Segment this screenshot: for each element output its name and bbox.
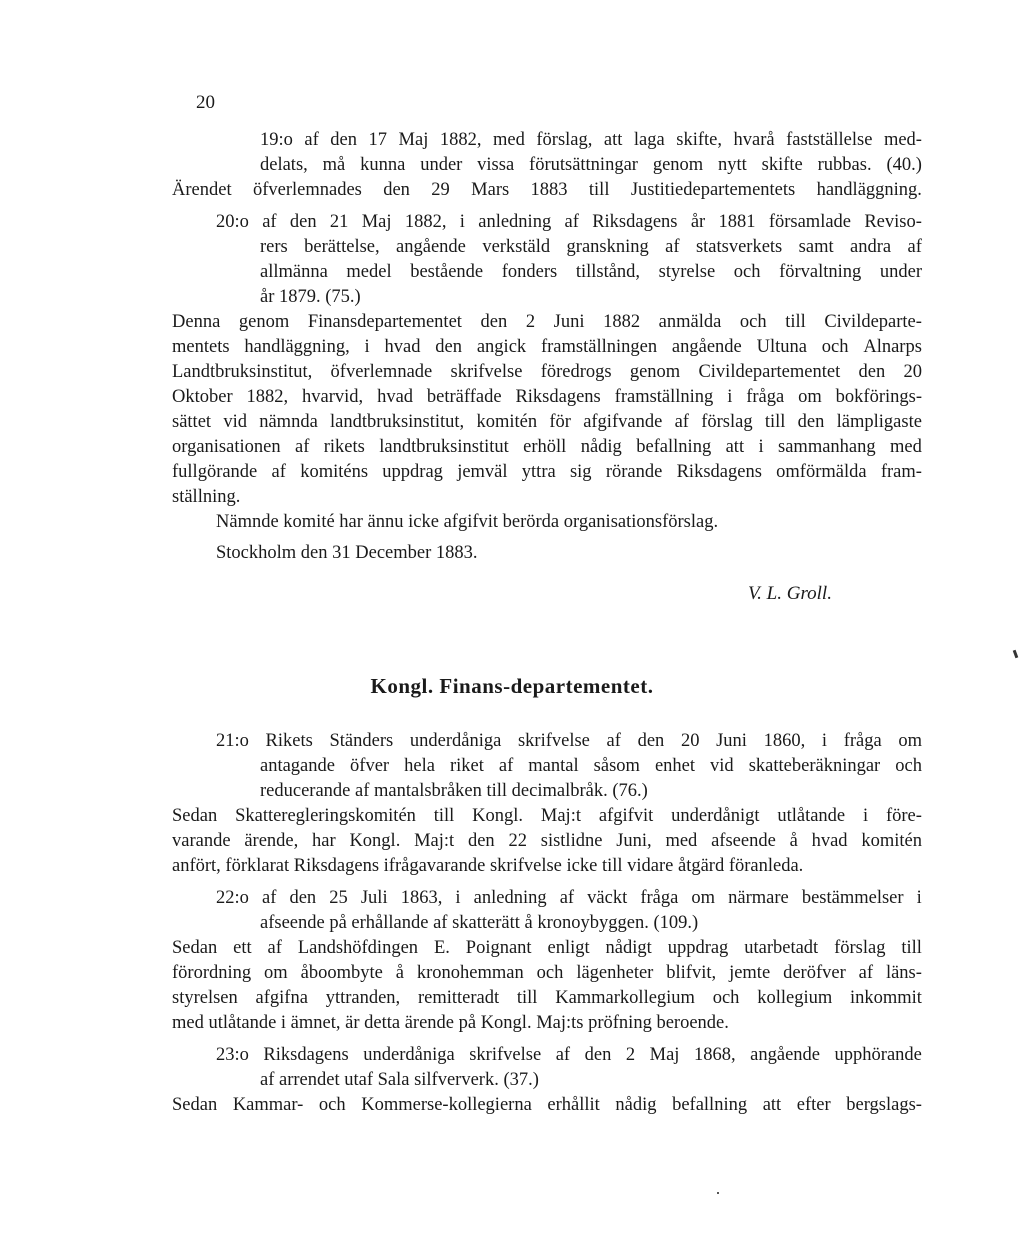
word: riket — [449, 756, 484, 776]
word: af — [858, 963, 874, 983]
word: öfverlemnades — [252, 180, 362, 200]
word: nådigt — [605, 938, 652, 958]
word: 1860, — [763, 731, 806, 751]
word: skatteberäkningar — [748, 756, 881, 776]
word: vissa — [477, 155, 515, 175]
word: anledning — [473, 888, 547, 908]
word: för — [549, 412, 571, 432]
text-line — [172, 310, 922, 334]
speck — [717, 1192, 719, 1194]
word: fråga — [843, 731, 882, 751]
word: vid — [710, 756, 734, 776]
dateline: Stockholm den 31 December 1883. — [216, 543, 478, 563]
word: och — [739, 312, 767, 332]
word: att — [725, 437, 745, 457]
word: förslag, — [536, 130, 593, 150]
word: och — [712, 988, 740, 1008]
word: 1882 — [603, 312, 641, 332]
word: kollegium — [757, 988, 833, 1008]
word: 1863, — [400, 888, 443, 908]
word: har — [312, 831, 336, 851]
word: sistlidne — [540, 831, 603, 851]
word: till — [764, 412, 786, 432]
word: 29 — [431, 180, 450, 200]
word: nämnda — [259, 412, 318, 432]
text-line — [260, 754, 922, 778]
text-line — [172, 435, 922, 459]
word: läns- — [885, 963, 922, 983]
text-line: afseende på erhållande af skatterätt å kronoybyggen. (109.) — [260, 913, 699, 933]
text-line: reducerande af mantalsbråken till decimalbråk. (76.) — [260, 781, 648, 801]
text-line — [172, 961, 922, 985]
word: hela — [404, 756, 435, 776]
word: utarbetadt — [744, 938, 819, 958]
word: Juli — [360, 888, 388, 908]
word: 1882, — [404, 212, 447, 232]
word: Riksdagens — [515, 387, 601, 407]
text-line — [172, 829, 922, 853]
word: och — [821, 337, 849, 357]
text-line — [172, 1093, 922, 1117]
word: å — [395, 963, 404, 983]
word: bestående — [410, 262, 484, 282]
word: hvad — [377, 387, 414, 407]
text-line — [172, 410, 922, 434]
text-line — [172, 178, 922, 202]
word: landtbruksinstitut — [379, 437, 509, 457]
word: Maj:t — [414, 831, 455, 851]
word: af — [261, 888, 277, 908]
word: andra — [850, 237, 892, 257]
word: väckt — [587, 888, 628, 908]
word: i — [916, 888, 922, 908]
word: Riksdagens — [263, 1045, 349, 1065]
word: skrifvelse — [450, 362, 523, 382]
word: Juni — [716, 731, 747, 751]
word: 2 — [625, 1045, 636, 1065]
word: underdåniga — [363, 1045, 455, 1065]
word: underdånigt — [671, 806, 760, 826]
word: afgifna — [255, 988, 308, 1008]
text-line — [172, 986, 922, 1010]
word: förslag — [834, 938, 886, 958]
word: den — [435, 337, 463, 357]
word: och — [318, 1095, 346, 1115]
word: Kongl. — [349, 831, 401, 851]
word: remitteradt — [417, 988, 500, 1008]
word: 17 — [368, 130, 388, 150]
word: Rikets — [265, 731, 313, 751]
word: Kammar- — [232, 1095, 304, 1115]
word: enhet — [654, 756, 696, 776]
text-line — [260, 153, 922, 177]
word: rers — [260, 237, 288, 257]
word: fonders — [501, 262, 558, 282]
word: den — [584, 1045, 612, 1065]
word: till — [901, 938, 922, 958]
text-line: med utlåtande i ämnet, är detta ärende på Kongl. Maj:ts pröfning beroende. — [172, 1013, 729, 1033]
word: sättet — [172, 412, 212, 432]
word: med- — [883, 130, 922, 150]
word: af — [267, 938, 282, 958]
word: handläggning. — [816, 180, 922, 200]
text-line: Nämnde komité har ännu icke afgifvit berörda organisationsförslag. — [216, 512, 719, 532]
word: 20 — [680, 731, 700, 751]
word: 1881 — [718, 212, 756, 232]
word: 20 — [903, 362, 922, 382]
word: till — [516, 988, 538, 1008]
word: yttranden, — [325, 988, 401, 1008]
word: förslag — [701, 412, 753, 432]
word: 21:o — [216, 731, 249, 751]
word: upphörande — [834, 1045, 922, 1065]
text-line — [260, 260, 922, 284]
word: genom — [238, 312, 290, 332]
word: Juni — [553, 312, 585, 332]
word: antagande — [260, 756, 335, 776]
word: bergslags- — [846, 1095, 922, 1115]
text-line: år 1879. (75.) — [260, 287, 361, 307]
word: Mars — [471, 180, 510, 200]
word: kronohemman — [416, 963, 524, 983]
section-heading: Kongl. Finans-departementet. — [370, 674, 654, 698]
word: af — [555, 1045, 571, 1065]
word: å — [789, 831, 798, 851]
word: Poignant — [465, 938, 532, 958]
word: öfverlemnade — [330, 362, 433, 382]
word: mantal — [528, 756, 579, 776]
word: sig — [569, 462, 592, 482]
word: om — [691, 888, 716, 908]
word: landtbruksinstitut, — [330, 412, 465, 432]
word: år — [690, 212, 706, 232]
word: med — [890, 437, 922, 457]
word: i — [455, 888, 461, 908]
word: angående — [671, 337, 742, 357]
word: Ständers — [329, 731, 394, 751]
word: uppdrag — [667, 938, 729, 958]
word: handläggning, — [244, 337, 350, 357]
word: erhållit — [547, 1095, 600, 1115]
word: nådig — [615, 1095, 657, 1115]
word: skrifvelse — [469, 1045, 542, 1065]
word: Landtbruksinstitut, — [172, 362, 313, 382]
text-line — [216, 886, 922, 910]
word: 1882, — [246, 387, 289, 407]
word: Sedan — [172, 938, 218, 958]
word: allmänna — [260, 262, 328, 282]
word: Sedan — [172, 806, 218, 826]
word: tillstånd, — [575, 262, 641, 282]
word: Maj — [361, 212, 392, 232]
word: Kommerse-kollegierna — [361, 1095, 532, 1115]
word: och — [895, 756, 922, 776]
word: den — [797, 412, 825, 432]
word: hvad — [384, 337, 421, 357]
word: den — [289, 212, 317, 232]
word: föredrogs — [540, 362, 612, 382]
word: rörande — [605, 462, 663, 482]
word: mentets — [172, 337, 230, 357]
word: åboombyte — [300, 963, 383, 983]
word: rikets — [323, 437, 365, 457]
text-line — [172, 804, 922, 828]
word: om — [898, 731, 922, 751]
word: Justitiedepartementets — [630, 180, 796, 200]
word: att — [762, 1095, 782, 1115]
text-line: ställning. — [172, 487, 241, 507]
word: laga — [633, 130, 665, 150]
word: jemte — [729, 963, 771, 983]
word: lämpligaste — [836, 412, 922, 432]
word: under — [879, 262, 922, 282]
word: till — [588, 180, 610, 200]
word: med — [665, 831, 698, 851]
word: lägenheter — [576, 963, 654, 983]
word: 2 — [525, 312, 536, 332]
page-number: 20 — [196, 92, 215, 113]
word: E. — [433, 938, 450, 958]
word: af — [304, 130, 319, 150]
word: 22 — [508, 831, 527, 851]
word: angick — [476, 337, 527, 357]
text-line — [172, 460, 922, 484]
word: styrelsen — [172, 988, 238, 1008]
word: närmare — [728, 888, 789, 908]
word: af — [498, 756, 514, 776]
word: Maj — [398, 130, 429, 150]
word: Riksdagens — [592, 212, 678, 232]
word: 22:o — [216, 888, 249, 908]
word: berättelse, — [304, 237, 380, 257]
word: fram- — [880, 462, 922, 482]
word: Maj:t — [540, 806, 581, 826]
word: 23:o — [216, 1045, 249, 1065]
word: fastställelse — [786, 130, 873, 150]
word: om — [798, 387, 822, 407]
word: Sedan — [172, 1095, 218, 1115]
word: framställning — [614, 387, 714, 407]
word: den — [383, 180, 410, 200]
word: medel — [346, 262, 392, 282]
word: verkstäld — [482, 237, 551, 257]
word: under — [420, 155, 463, 175]
word: nytt — [718, 155, 747, 175]
word: hvarvid, — [302, 387, 364, 407]
word: fråga — [640, 888, 679, 908]
word: Denna — [172, 312, 221, 332]
text-line — [172, 936, 922, 960]
word: till — [785, 312, 806, 332]
word: delats, — [260, 155, 308, 175]
word: (40.) — [886, 155, 922, 175]
word: anmälda — [658, 312, 722, 332]
word: bestämmelser — [801, 888, 904, 908]
word: Kongl. — [472, 806, 524, 826]
text-line — [216, 1043, 922, 1067]
word: förordning — [172, 963, 252, 983]
text-line — [172, 335, 922, 359]
text-line: anfört, förklarat Riksdagens ifrågavarande skrifvelse icke till vidare åtgärd föranleda. — [172, 856, 804, 876]
word: komitén — [476, 412, 538, 432]
word: komiténs — [300, 462, 369, 482]
word: varande — [172, 831, 231, 851]
word: 1883 — [530, 180, 568, 200]
word: granskning — [566, 237, 649, 257]
word: må — [322, 155, 346, 175]
text-line — [216, 210, 922, 234]
word: genom — [652, 155, 704, 175]
word: ett — [233, 938, 252, 958]
signature: V. L. Groll. — [748, 583, 832, 604]
word: att — [603, 130, 623, 150]
word: med — [493, 130, 525, 150]
word: af — [674, 412, 689, 432]
word: af — [559, 888, 575, 908]
word: i — [758, 437, 764, 457]
word: enligt — [547, 938, 590, 958]
word: den — [330, 130, 358, 150]
word: genom — [629, 362, 681, 382]
text-line — [216, 729, 922, 753]
word: Civildeparte- — [824, 312, 922, 332]
word: af — [564, 212, 579, 232]
word: befallning — [672, 1095, 748, 1115]
word: utlåtande — [777, 806, 846, 826]
word: Alnarps — [863, 337, 922, 357]
word: Ultuna — [756, 337, 807, 357]
word: beträffade — [426, 387, 502, 407]
word: angående — [750, 1045, 820, 1065]
word: befallning — [636, 437, 712, 457]
word: framställningen — [540, 337, 658, 357]
word: af — [294, 437, 310, 457]
word: 21 — [329, 212, 349, 232]
word: ärende, — [244, 831, 299, 851]
word: efter — [796, 1095, 831, 1115]
word: hvarå — [733, 130, 775, 150]
text-line — [172, 360, 922, 384]
word: omförmälda — [776, 462, 867, 482]
word: Civildepartementet — [698, 362, 841, 382]
word: 20:o — [216, 212, 249, 232]
word: Oktober — [172, 387, 233, 407]
word: jemväl — [457, 462, 508, 482]
word: skrifvelse — [517, 731, 590, 751]
word: den — [467, 831, 495, 851]
word: i — [727, 387, 733, 407]
word: och — [536, 963, 564, 983]
margin-mark — [1013, 650, 1019, 659]
word: i — [821, 731, 828, 751]
word: skifte, — [676, 130, 722, 150]
word: afseende — [711, 831, 776, 851]
word: 19:o — [260, 130, 293, 150]
word: kunna — [360, 155, 406, 175]
text-line — [260, 235, 922, 259]
word: Juni, — [616, 831, 652, 851]
word: erhöll — [523, 437, 567, 457]
word: före- — [885, 806, 922, 826]
word: Riksdagens — [676, 462, 762, 482]
word: deröfver — [783, 963, 846, 983]
word: anledning — [478, 212, 552, 232]
word: den — [637, 731, 665, 751]
word: Kammarkollegium — [555, 988, 695, 1008]
word: såsom — [593, 756, 640, 776]
word: Skatteregleringskomitén — [235, 806, 416, 826]
word: af — [665, 237, 680, 257]
word: fråga — [746, 387, 785, 407]
word: Maj — [649, 1045, 680, 1065]
word: församlade — [768, 212, 852, 232]
word: förvaltning — [779, 262, 862, 282]
word: underdåniga — [409, 731, 502, 751]
word: afgifvit — [598, 806, 654, 826]
text-line — [172, 385, 922, 409]
word: uppdrag — [382, 462, 443, 482]
word: 1868, — [693, 1045, 736, 1065]
word: till — [433, 806, 455, 826]
word: af — [262, 212, 277, 232]
word: i — [863, 806, 869, 826]
word: förutsättningar — [529, 155, 638, 175]
word: 1882, — [439, 130, 482, 150]
word: af — [907, 237, 922, 257]
word: samt — [798, 237, 834, 257]
word: Finansdepartementet — [307, 312, 462, 332]
word: af — [606, 731, 621, 751]
word: af — [271, 462, 286, 482]
word: styrelse — [658, 262, 716, 282]
word: den — [858, 362, 886, 382]
text-line — [260, 128, 922, 152]
word: vid — [223, 412, 247, 432]
word: nådig — [580, 437, 622, 457]
word: organisationen — [172, 437, 281, 457]
word: angående — [396, 237, 466, 257]
word: och — [733, 262, 761, 282]
word: 25 — [329, 888, 348, 908]
word: Landshöfdingen — [297, 938, 419, 958]
word: fullgörande — [172, 462, 258, 482]
word: komitén — [861, 831, 922, 851]
word: yttra — [521, 462, 556, 482]
word: inkommit — [850, 988, 922, 1008]
text-line: af arrendet utaf Sala silfververk. (37.) — [260, 1070, 539, 1090]
word: Ärendet — [172, 180, 232, 200]
word: den — [480, 312, 508, 332]
word: sammanhang — [778, 437, 876, 457]
word: om — [264, 963, 288, 983]
word: Reviso- — [864, 212, 922, 232]
word: afgifvande — [583, 412, 663, 432]
word: rubbas. — [817, 155, 872, 175]
word: hvad — [811, 831, 848, 851]
word: öfver — [350, 756, 390, 776]
word: i — [364, 337, 370, 357]
word: bokförings- — [835, 387, 922, 407]
word: skifte — [761, 155, 803, 175]
word: statsverkets — [695, 237, 783, 257]
word: i — [459, 212, 465, 232]
word: den — [289, 888, 317, 908]
word: blifvit, — [666, 963, 717, 983]
